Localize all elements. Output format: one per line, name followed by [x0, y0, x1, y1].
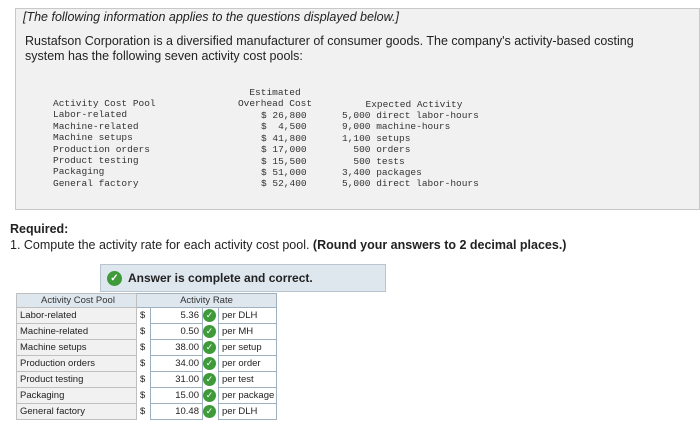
pool-cell: Product testing [53, 155, 139, 167]
unit-select[interactable]: per setup [219, 340, 277, 356]
row-pool-label: Production orders [17, 356, 137, 372]
cost-column [261, 110, 307, 190]
table-row [17, 324, 277, 340]
activity-cell: 9,000 machine-hours [342, 121, 451, 133]
dollar-sign: $ [140, 406, 146, 417]
rate-input[interactable]: 5.36 [151, 308, 203, 324]
intro-text: [The following information applies to the questions displayed below.] [23, 10, 399, 24]
dollar-sign: $ [140, 390, 146, 401]
activity-cell: 500 tests [342, 155, 405, 167]
row-pool-label: Packaging [17, 388, 137, 404]
pool-cell: Packaging [53, 166, 105, 178]
dollar-sign: $ [140, 342, 146, 353]
row-pool-label: Labor-related [17, 308, 137, 324]
pool-cell: Machine-related [53, 120, 139, 132]
cost-cell: $ 15,500 [261, 155, 307, 167]
activity-cell: 500 orders [342, 144, 411, 156]
unit-select[interactable]: per order [219, 356, 277, 372]
cost-cell: $ 17,000 [261, 144, 307, 156]
table-row [17, 372, 277, 388]
rate-input[interactable]: 15.00 [151, 388, 203, 404]
dollar-sign: $ [140, 358, 146, 369]
activity-cell: 3,400 packages [342, 167, 422, 179]
dollar-sign: $ [137, 308, 151, 324]
table-row [17, 340, 277, 356]
unit-select[interactable]: per package [219, 388, 277, 404]
table-row [17, 356, 277, 372]
cost-cell: $ 4,500 [261, 121, 307, 133]
table-row [17, 388, 277, 404]
rate-input[interactable]: 10.48 [151, 404, 203, 420]
dollar-sign: $ [140, 374, 146, 385]
answer-status-banner [100, 264, 386, 292]
pool-cell: Production orders [53, 143, 150, 155]
dollar-sign: $ [140, 326, 146, 337]
row-pool-label: Machine setups [17, 340, 137, 356]
rate-input[interactable]: 0.50 [151, 324, 203, 340]
rate-input[interactable]: 38.00 [151, 340, 203, 356]
check-circle-icon: ✓ [203, 309, 216, 322]
unit-select[interactable]: per test [219, 372, 277, 388]
cost-cell: $ 51,000 [261, 167, 307, 179]
check-circle-icon: ✓ [107, 271, 122, 286]
activity-cell: 5,000 direct labor-hours [342, 178, 479, 190]
check-circle-icon: ✓ [203, 357, 216, 370]
activity-cell: 5,000 direct labor-hours [342, 110, 479, 121]
question-text [10, 238, 566, 252]
check-circle-icon: ✓ [203, 325, 216, 338]
activity-header: Expected Activity [365, 99, 463, 110]
table-row [17, 404, 277, 420]
question-plain: 1. Compute the activity rate for each activity cost pool. [10, 238, 313, 252]
required-heading: Required: [10, 222, 69, 236]
cost-cell: $ 41,800 [261, 132, 307, 144]
rate-input[interactable]: 34.00 [151, 356, 203, 372]
unit-select[interactable]: per DLH [219, 404, 277, 420]
check-circle-icon: ✓ [203, 373, 216, 386]
cost-cell: $ 52,400 [261, 178, 307, 190]
check-circle-icon: ✓ [203, 389, 216, 402]
pool-column [53, 98, 156, 189]
rate-input[interactable]: 31.00 [151, 372, 203, 388]
row-pool-label: Product testing [17, 372, 137, 388]
question-instruction: (Round your answers to 2 decimal places.) [312, 238, 567, 252]
answer-status-text: Answer is complete and correct. [128, 271, 313, 285]
cost-header-line1: Estimated [249, 87, 301, 98]
cost-header-line2: Overhead Cost [237, 98, 313, 110]
activity-column [342, 110, 479, 190]
check-circle-icon: ✓ [203, 405, 216, 418]
pool-cell: General factory [53, 177, 139, 189]
activity-cell: 1,100 setups [342, 132, 411, 144]
unit-select[interactable]: per DLH [219, 308, 277, 324]
row-pool-label: Machine-related [17, 324, 137, 340]
cost-cell: $ 26,800 [261, 110, 307, 121]
row-pool-label: General factory [17, 404, 137, 420]
answer-table [16, 293, 277, 420]
cost-header [236, 87, 314, 110]
check-circle-icon: ✓ [203, 341, 216, 354]
description-text: Rustafson Corporation is a diversified manufacturer of consumer goods. The company's activity-based costing system has the following seven activity cost pools: [25, 34, 634, 63]
pool-cell: Labor-related [53, 109, 128, 121]
unit-select[interactable]: per MH [219, 324, 277, 340]
table-row [17, 308, 277, 324]
answer-header-rate: Activity Rate [137, 294, 277, 308]
pool-cell: Machine setups [53, 132, 133, 144]
answer-header-pool: Activity Cost Pool [17, 294, 137, 308]
pool-header: Activity Cost Pool [53, 98, 156, 109]
